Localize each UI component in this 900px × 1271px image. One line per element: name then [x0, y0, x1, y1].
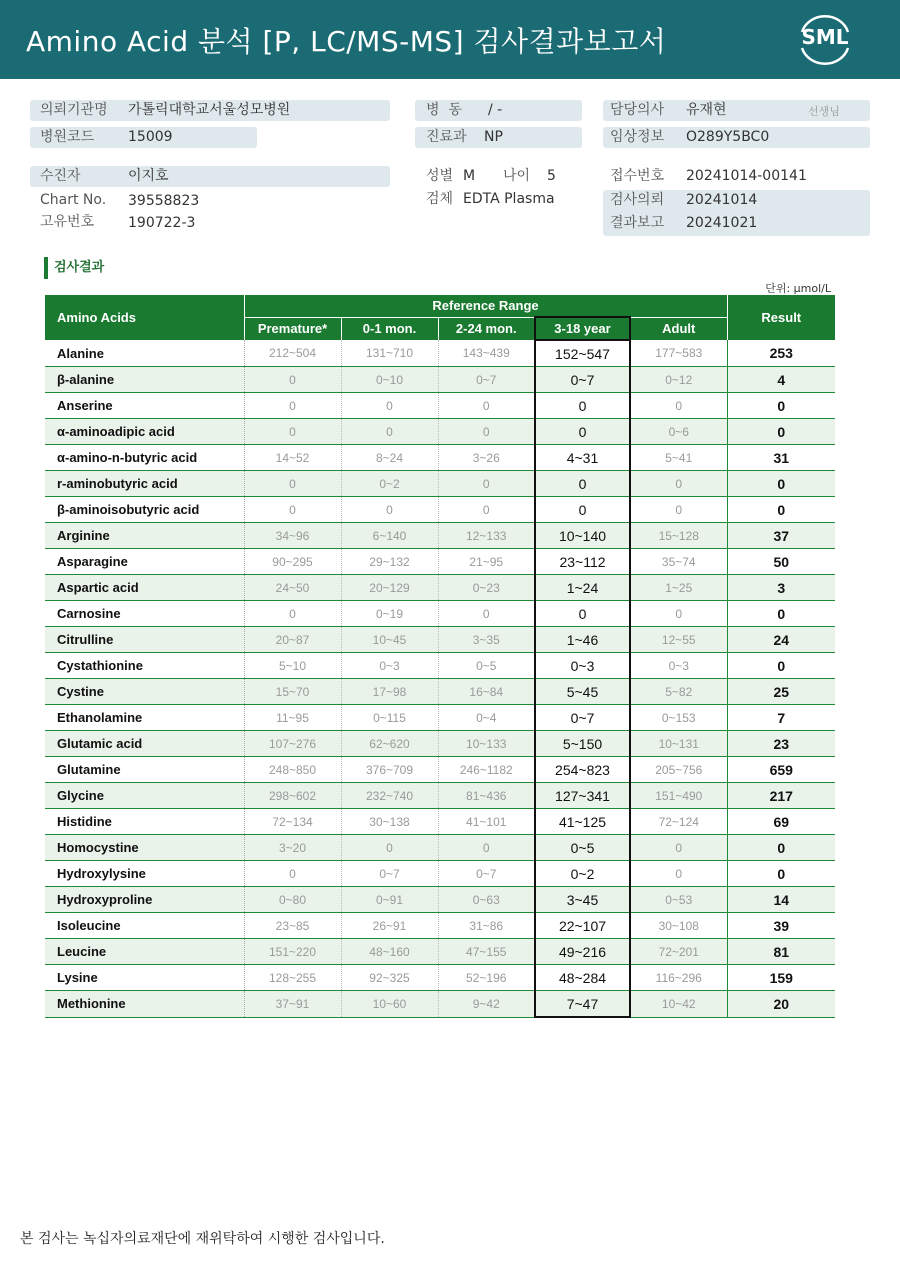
doctor-suffix: 선생님 [808, 105, 840, 118]
reference-range-cell: 0~5 [438, 653, 535, 679]
uid-label: 고유번호 [40, 214, 95, 230]
amino-acid-name: Arginine [45, 523, 244, 549]
reference-range-cell: 16~84 [438, 679, 535, 705]
reference-range-cell: 72~134 [244, 809, 341, 835]
amino-acid-name: Alanine [45, 340, 244, 367]
reference-range-cell: 0 [244, 601, 341, 627]
reference-range-cell: 151~220 [244, 939, 341, 965]
reference-range-cell: 0~12 [630, 367, 727, 393]
unit-label: 단위: μmol/L [765, 282, 831, 295]
reference-range-cell: 116~296 [630, 965, 727, 991]
result-value: 24 [727, 627, 835, 653]
table-row [45, 679, 835, 705]
table-row [45, 393, 835, 419]
patient-pill [30, 166, 390, 187]
reference-range-cell: 0 [535, 393, 630, 419]
result-value: 4 [727, 367, 835, 393]
reference-range-cell: 205~756 [630, 757, 727, 783]
reference-range-cell: 1~46 [535, 627, 630, 653]
report-header [0, 0, 900, 79]
amino-acid-name: Glycine [45, 783, 244, 809]
result-value: 31 [727, 445, 835, 471]
reference-range-cell: 0~5 [535, 835, 630, 861]
reference-range-cell: 90~295 [244, 549, 341, 575]
table-row [45, 497, 835, 523]
reference-range-cell: 0~2 [535, 861, 630, 887]
reference-range-cell: 0 [244, 367, 341, 393]
reference-range-cell: 0~23 [438, 575, 535, 601]
reference-range-cell: 0~7 [438, 861, 535, 887]
reference-range-cell: 0~7 [341, 861, 438, 887]
reference-range-cell: 8~24 [341, 445, 438, 471]
reference-range-cell: 0 [244, 393, 341, 419]
table-row [45, 939, 835, 965]
reference-range-cell: 5~150 [535, 731, 630, 757]
reference-range-cell: 1~24 [535, 575, 630, 601]
reference-range-cell: 0~3 [341, 653, 438, 679]
col-header-3-18-year: 3-18 year [535, 317, 630, 340]
reference-range-cell: 14~52 [244, 445, 341, 471]
amino-acid-name: Isoleucine [45, 913, 244, 939]
table-row [45, 471, 835, 497]
result-value: 0 [727, 471, 835, 497]
table-row [45, 523, 835, 549]
col-header-0-1-mon: 0-1 mon. [341, 317, 438, 340]
reference-range-cell: 41~101 [438, 809, 535, 835]
result-value: 0 [727, 835, 835, 861]
table-row [45, 575, 835, 601]
institution-value: 가톨릭대학교서울성모병원 [128, 102, 291, 118]
hospital-code-value: 15009 [128, 129, 173, 145]
amino-acid-name: Cystathionine [45, 653, 244, 679]
reference-range-cell: 0 [244, 497, 341, 523]
reference-range-cell: 0 [630, 601, 727, 627]
table-row [45, 601, 835, 627]
request-label: 검사의뢰 [610, 192, 665, 208]
reference-range-cell: 41~125 [535, 809, 630, 835]
dept-value: NP [484, 129, 503, 145]
result-value: 69 [727, 809, 835, 835]
reference-range-cell: 10~60 [341, 991, 438, 1018]
doctor-label: 담당의사 [610, 102, 665, 118]
amino-acid-name: β-alanine [45, 367, 244, 393]
reference-range-cell: 152~547 [535, 340, 630, 367]
result-value: 50 [727, 549, 835, 575]
amino-acid-name: Glutamine [45, 757, 244, 783]
reference-range-cell: 29~132 [341, 549, 438, 575]
ward-label: 병 동 [426, 102, 462, 118]
reference-range-cell: 6~140 [341, 523, 438, 549]
reference-range-cell: 47~155 [438, 939, 535, 965]
reference-range-cell: 0~6 [630, 419, 727, 445]
specimen-label: 검체 [426, 191, 454, 207]
dept-label: 진료과 [426, 129, 467, 145]
result-value: 0 [727, 419, 835, 445]
results-table [45, 295, 835, 1018]
reference-range-cell: 4~31 [535, 445, 630, 471]
reference-range-cell: 24~50 [244, 575, 341, 601]
table-row [45, 731, 835, 757]
result-value: 0 [727, 653, 835, 679]
reference-range-cell: 10~42 [630, 991, 727, 1018]
specimen-value: EDTA Plasma [463, 191, 555, 207]
reference-range-cell: 248~850 [244, 757, 341, 783]
institution-label: 의뢰기관명 [40, 102, 108, 118]
reference-range-cell: 232~740 [341, 783, 438, 809]
reference-range-cell: 0~7 [535, 705, 630, 731]
amino-acid-name: α-aminoadipic acid [45, 419, 244, 445]
amino-acid-name: Carnosine [45, 601, 244, 627]
reference-range-cell: 52~196 [438, 965, 535, 991]
request-value: 20241014 [686, 192, 758, 208]
reference-range-cell: 0 [630, 393, 727, 419]
footer-note: 본 검사는 녹십자의료재단에 재위탁하여 시행한 검사입니다. [20, 1231, 385, 1247]
table-row [45, 445, 835, 471]
reference-range-cell: 0 [630, 861, 727, 887]
reference-range-cell: 0 [341, 393, 438, 419]
reference-range-cell: 0 [630, 471, 727, 497]
reference-range-cell: 0 [341, 419, 438, 445]
table-row [45, 861, 835, 887]
reference-range-cell: 0 [244, 419, 341, 445]
reference-range-cell: 72~124 [630, 809, 727, 835]
reference-range-cell: 0~2 [341, 471, 438, 497]
reference-range-cell: 0~91 [341, 887, 438, 913]
result-value: 0 [727, 601, 835, 627]
reference-range-cell: 143~439 [438, 340, 535, 367]
reference-range-cell: 48~284 [535, 965, 630, 991]
reference-range-cell: 23~112 [535, 549, 630, 575]
reference-range-cell: 5~82 [630, 679, 727, 705]
reference-range-cell: 5~45 [535, 679, 630, 705]
table-row [45, 419, 835, 445]
reference-range-cell: 0~4 [438, 705, 535, 731]
col-header-result: Result [727, 295, 835, 340]
result-value: 20 [727, 991, 835, 1018]
reference-range-cell: 0 [438, 601, 535, 627]
reference-range-cell: 212~504 [244, 340, 341, 367]
section-title: 검사결과 [44, 257, 104, 279]
reference-range-cell: 49~216 [535, 939, 630, 965]
reference-range-cell: 0~3 [535, 653, 630, 679]
reference-range-cell: 0 [535, 601, 630, 627]
ward-value: / - [488, 102, 503, 118]
reference-range-cell: 0 [244, 471, 341, 497]
table-row [45, 653, 835, 679]
amino-acid-name: Citrulline [45, 627, 244, 653]
table-row [45, 757, 835, 783]
report-title: Amino Acid 분석 [P, LC/MS-MS] 검사결과보고서 [26, 25, 667, 58]
reference-range-cell: 0~115 [341, 705, 438, 731]
col-header-2-24-mon: 2-24 mon. [438, 317, 535, 340]
reference-range-cell: 0 [535, 419, 630, 445]
reference-range-cell: 10~131 [630, 731, 727, 757]
report-label: 결과보고 [610, 215, 665, 231]
amino-acid-name: Cystine [45, 679, 244, 705]
amino-acid-name: Histidine [45, 809, 244, 835]
table-row [45, 835, 835, 861]
result-value: 23 [727, 731, 835, 757]
uid-value: 190722-3 [128, 215, 196, 231]
reference-range-cell: 11~95 [244, 705, 341, 731]
reference-range-cell: 81~436 [438, 783, 535, 809]
amino-acid-name: β-aminoisobutyric acid [45, 497, 244, 523]
chart-no-value: 39558823 [128, 193, 200, 209]
reference-range-cell: 3~26 [438, 445, 535, 471]
reference-range-cell: 30~108 [630, 913, 727, 939]
reference-range-cell: 21~95 [438, 549, 535, 575]
reference-range-cell: 0 [535, 471, 630, 497]
hospital-code-label: 병원코드 [40, 129, 95, 145]
result-value: 253 [727, 340, 835, 367]
reference-range-cell: 5~41 [630, 445, 727, 471]
reference-range-cell: 22~107 [535, 913, 630, 939]
result-value: 25 [727, 679, 835, 705]
reference-range-cell: 30~138 [341, 809, 438, 835]
reference-range-cell: 5~10 [244, 653, 341, 679]
reference-range-cell: 26~91 [341, 913, 438, 939]
reference-range-cell: 12~55 [630, 627, 727, 653]
reference-range-cell: 23~85 [244, 913, 341, 939]
result-value: 0 [727, 497, 835, 523]
amino-acid-name: Ethanolamine [45, 705, 244, 731]
reference-range-cell: 0 [341, 497, 438, 523]
reference-range-cell: 0 [244, 861, 341, 887]
result-value: 81 [727, 939, 835, 965]
reference-range-cell: 298~602 [244, 783, 341, 809]
amino-acid-name: Anserine [45, 393, 244, 419]
result-value: 37 [727, 523, 835, 549]
amino-acid-name: r-aminobutyric acid [45, 471, 244, 497]
reference-range-cell: 34~96 [244, 523, 341, 549]
amino-acid-name: Lysine [45, 965, 244, 991]
table-row [45, 367, 835, 393]
amino-acid-name: α-amino-n-butyric acid [45, 445, 244, 471]
amino-acid-name: Aspartic acid [45, 575, 244, 601]
receipt-label: 접수번호 [610, 168, 665, 184]
table-row [45, 887, 835, 913]
reference-range-cell: 177~583 [630, 340, 727, 367]
reference-range-cell: 0~80 [244, 887, 341, 913]
reference-range-cell: 0~63 [438, 887, 535, 913]
receipt-value: 20241014-00141 [686, 168, 807, 184]
col-header-premature: Premature* [244, 317, 341, 340]
reference-range-cell: 107~276 [244, 731, 341, 757]
table-row [45, 809, 835, 835]
clinical-value: O289Y5BC0 [686, 129, 770, 145]
reference-range-cell: 0 [438, 393, 535, 419]
reference-range-cell: 0 [630, 497, 727, 523]
table-row [45, 705, 835, 731]
amino-acid-name: Hydroxyproline [45, 887, 244, 913]
amino-acid-name: Homocystine [45, 835, 244, 861]
table-row [45, 913, 835, 939]
chart-no-label: Chart No. [40, 192, 107, 208]
reference-range-cell: 10~133 [438, 731, 535, 757]
reference-range-cell: 0~153 [630, 705, 727, 731]
reference-range-cell: 0~19 [341, 601, 438, 627]
reference-range-cell: 3~35 [438, 627, 535, 653]
amino-acid-name: Methionine [45, 991, 244, 1018]
reference-range-cell: 10~140 [535, 523, 630, 549]
logo-text: SML [801, 25, 849, 49]
result-value: 39 [727, 913, 835, 939]
reference-range-cell: 20~87 [244, 627, 341, 653]
reference-range-cell: 0~10 [341, 367, 438, 393]
result-value: 0 [727, 393, 835, 419]
result-value: 0 [727, 861, 835, 887]
table-row [45, 340, 835, 367]
reference-range-cell: 254~823 [535, 757, 630, 783]
amino-acid-name: Leucine [45, 939, 244, 965]
reference-range-cell: 20~129 [341, 575, 438, 601]
reference-range-cell: 246~1182 [438, 757, 535, 783]
sml-logo [794, 12, 856, 66]
reference-range-cell: 17~98 [341, 679, 438, 705]
reference-range-cell: 9~42 [438, 991, 535, 1018]
table-row [45, 549, 835, 575]
reference-range-cell: 0 [438, 835, 535, 861]
reference-range-cell: 1~25 [630, 575, 727, 601]
patient-label: 수진자 [40, 168, 81, 184]
reference-range-cell: 7~47 [535, 991, 630, 1018]
reference-range-cell: 0 [630, 835, 727, 861]
reference-range-cell: 15~128 [630, 523, 727, 549]
result-value: 7 [727, 705, 835, 731]
reference-range-cell: 35~74 [630, 549, 727, 575]
result-value: 3 [727, 575, 835, 601]
reference-range-cell: 151~490 [630, 783, 727, 809]
reference-range-cell: 62~620 [341, 731, 438, 757]
reference-range-cell: 0 [535, 497, 630, 523]
reference-range-cell: 128~255 [244, 965, 341, 991]
reference-range-cell: 37~91 [244, 991, 341, 1018]
sex-value: M [463, 168, 476, 184]
clinical-label: 임상정보 [610, 129, 665, 145]
reference-range-cell: 48~160 [341, 939, 438, 965]
table-row [45, 627, 835, 653]
reference-range-cell: 0~3 [630, 653, 727, 679]
col-header-reference-range: Reference Range [244, 295, 727, 317]
reference-range-cell: 3~45 [535, 887, 630, 913]
age-label: 나이 [503, 168, 531, 184]
reference-range-cell: 0~7 [535, 367, 630, 393]
reference-range-cell: 15~70 [244, 679, 341, 705]
result-value: 14 [727, 887, 835, 913]
age-value: 5 [547, 168, 556, 184]
reference-range-cell: 10~45 [341, 627, 438, 653]
reference-range-cell: 72~201 [630, 939, 727, 965]
reference-range-cell: 3~20 [244, 835, 341, 861]
table-row [45, 991, 835, 1018]
col-header-adult: Adult [630, 317, 727, 340]
result-value: 659 [727, 757, 835, 783]
result-value: 159 [727, 965, 835, 991]
reference-range-cell: 0 [438, 497, 535, 523]
col-header-amino-acids: Amino Acids [45, 295, 244, 340]
reference-range-cell: 376~709 [341, 757, 438, 783]
reference-range-cell: 0 [341, 835, 438, 861]
amino-acid-name: Glutamic acid [45, 731, 244, 757]
patient-value: 이지호 [128, 168, 169, 184]
reference-range-cell: 12~133 [438, 523, 535, 549]
reference-range-cell: 0~7 [438, 367, 535, 393]
doctor-value: 유재현 [686, 102, 727, 118]
report-value: 20241021 [686, 215, 758, 231]
amino-acid-name: Hydroxylysine [45, 861, 244, 887]
reference-range-cell: 92~325 [341, 965, 438, 991]
reference-range-cell: 127~341 [535, 783, 630, 809]
table-row [45, 965, 835, 991]
table-row [45, 783, 835, 809]
reference-range-cell: 0 [438, 419, 535, 445]
amino-acid-name: Asparagine [45, 549, 244, 575]
reference-range-cell: 131~710 [341, 340, 438, 367]
reference-range-cell: 0~53 [630, 887, 727, 913]
result-value: 217 [727, 783, 835, 809]
reference-range-cell: 0 [438, 471, 535, 497]
reference-range-cell: 31~86 [438, 913, 535, 939]
sex-label: 성별 [426, 168, 454, 184]
